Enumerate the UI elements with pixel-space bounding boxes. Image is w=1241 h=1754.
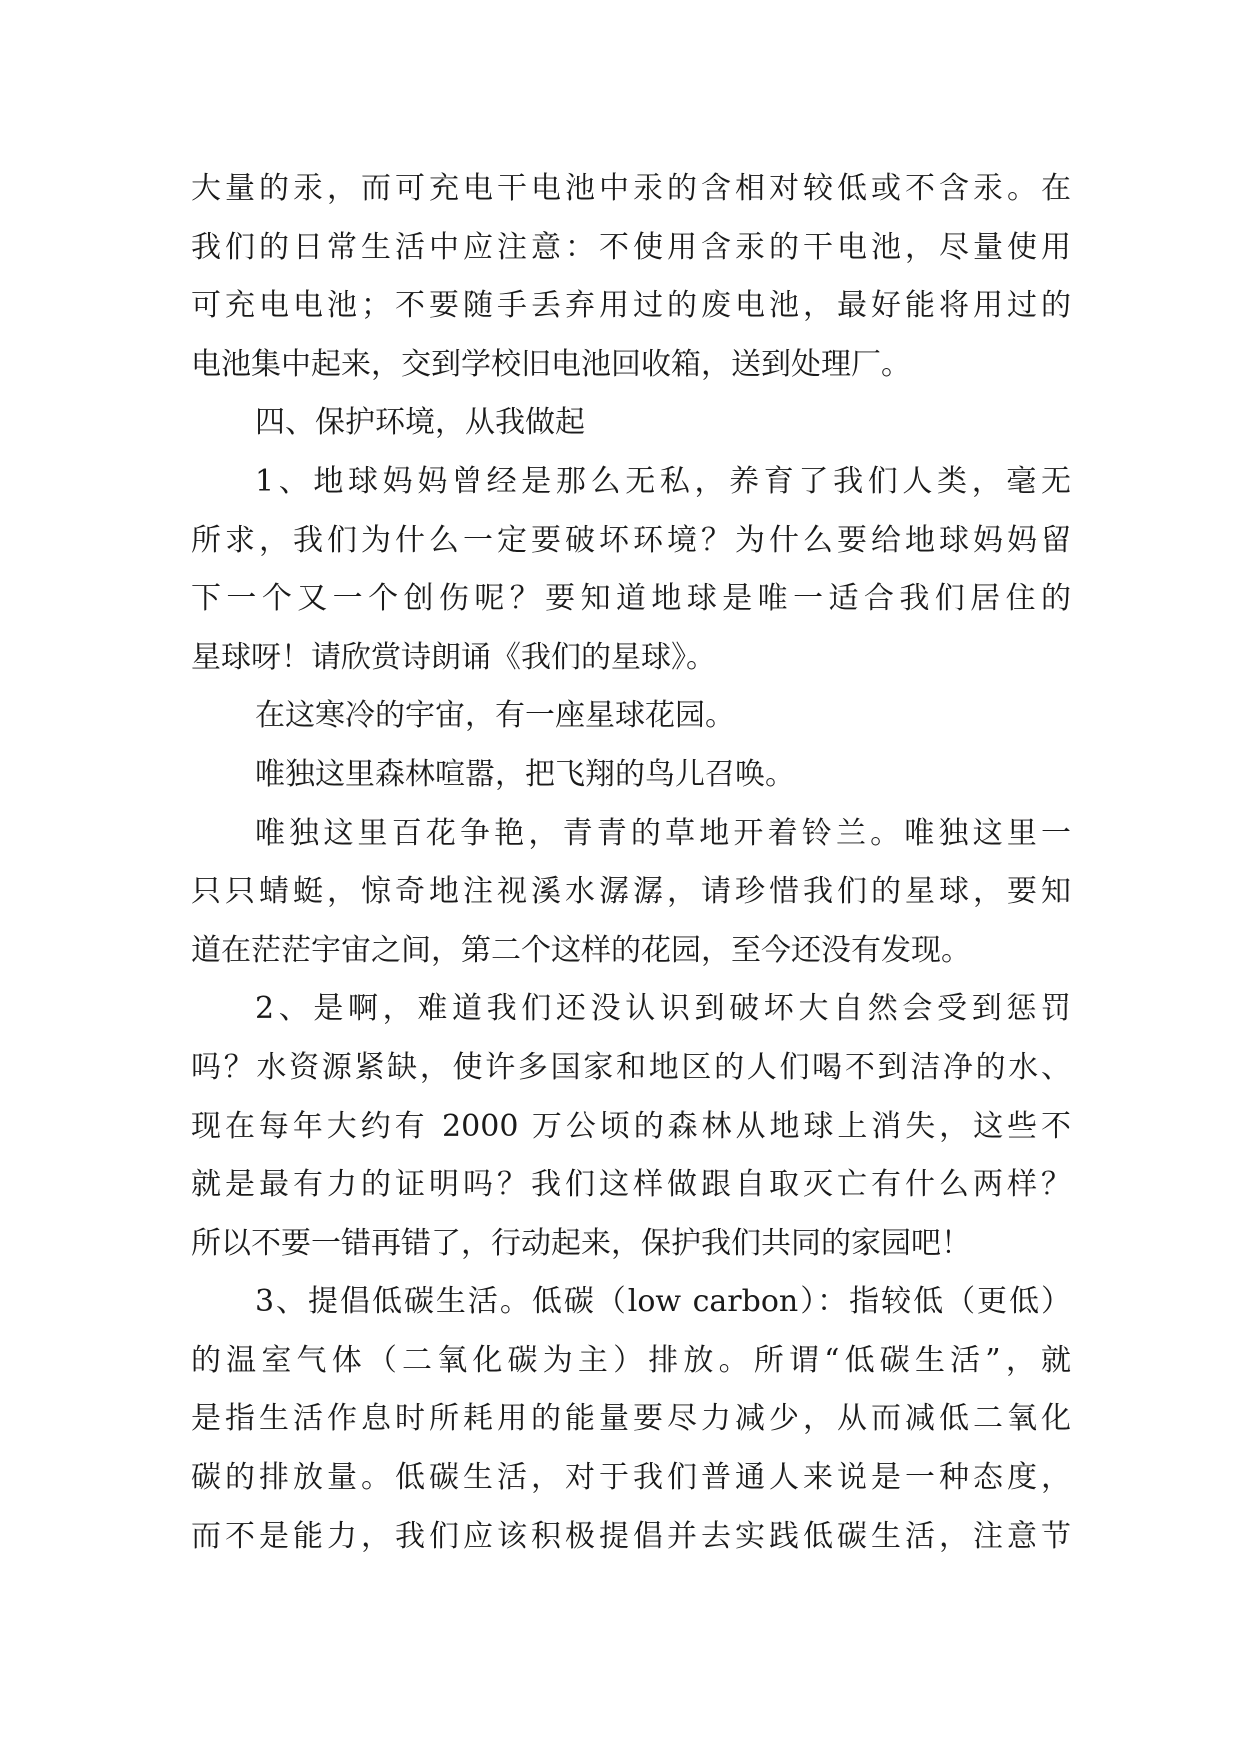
text-line: 唯独这里百花争艳，青青的草地开着铃兰。唯独这里一 [255, 815, 1071, 851]
text-line: 可充电电池；不要随手丢弃用过的废电池，最好能将用过的 [191, 288, 1071, 324]
text-line: 星球呀！请欣赏诗朗诵《我们的星球》。 [191, 639, 716, 675]
text-line: 而不是能力，我们应该积极提倡并去实践低碳生活，注意节 [191, 1518, 1071, 1554]
text-line: 1、地球妈妈曾经是那么无私，养育了我们人类，毫无 [255, 463, 1071, 499]
text-line: 的温室气体（二氧化碳为主）排放。所谓“低碳生活”，就 [191, 1342, 1071, 1378]
text-line: 大量的汞，而可充电干电池中汞的含相对较低或不含汞。在 [191, 171, 1071, 206]
text-line: 是指生活作息时所耗用的能量要尽力减少，从而减低二氧化 [191, 1401, 1071, 1437]
text-line: 下一个又一个创伤呢？要知道地球是唯一适合我们居住的 [191, 581, 1071, 617]
text-line: 在这寒冷的宇宙，有一座星球花园。 [255, 698, 735, 734]
text-line: 四、保护环境，从我做起 [255, 405, 585, 441]
text-line: 2、是啊，难道我们还没认识到破坏大自然会受到惩罚 [255, 991, 1071, 1027]
text-line: 碳的排放量。低碳生活，对于我们普通人来说是一种态度， [191, 1460, 1071, 1496]
text-line: 道在茫茫宇宙之间，第二个这样的花园，至今还没有发现。 [191, 932, 971, 968]
text-line: 电池集中起来，交到学校旧电池回收箱，送到处理厂。 [191, 346, 911, 382]
text-line: 现在每年大约有 2000 万公顷的森林从地球上消失，这些不 [191, 1108, 1071, 1144]
text-line: 所求，我们为什么一定要破坏环境？为什么要给地球妈妈留 [191, 522, 1071, 558]
text-line: 吗？水资源紧缺，使许多国家和地区的人们喝不到洁净的水、 [191, 1049, 1071, 1085]
text-line: 唯独这里森林喧嚣，把飞翔的鸟儿召唤。 [255, 756, 795, 792]
text-line: 我们的日常生活中应注意：不使用含汞的干电池，尽量使用 [191, 229, 1071, 265]
text-line: 3、提倡低碳生活。低碳（low carbon）：指较低（更低） [255, 1284, 1071, 1320]
text-line: 所以不要一错再错了，行动起来，保护我们共同的家园吧！ [191, 1225, 971, 1261]
text-line: 就是最有力的证明吗？我们这样做跟自取灭亡有什么两样？ [191, 1167, 1071, 1203]
body-text [191, 160, 1071, 1566]
text-line: 只只蜻蜓，惊奇地注视溪水潺潺，请珍惜我们的星球，要知 [191, 874, 1071, 910]
